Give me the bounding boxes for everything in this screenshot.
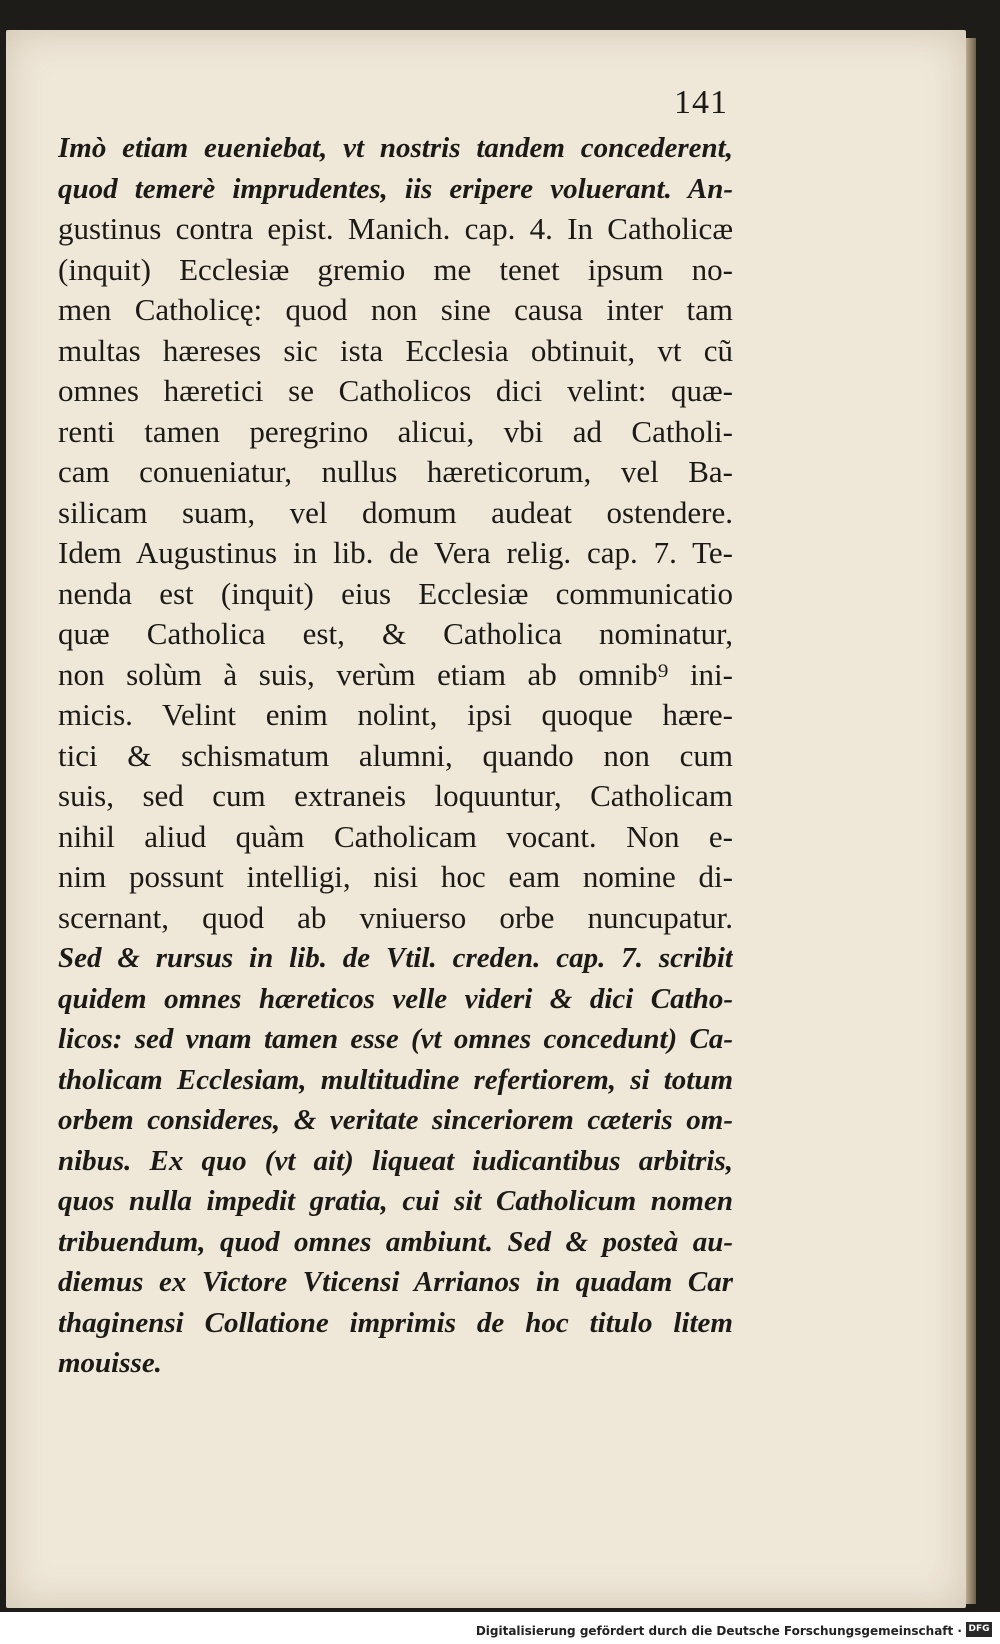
text-line: quos nulla impedit gratia, cui sit Catholicum nomen [58,1185,733,1217]
dfg-logo-icon: DFG [966,1622,992,1637]
text-line: nibus. Ex quo (vt ait) liqueat iudicantibus arbitris, [58,1144,733,1177]
text-line: nenda est (inquit) eius Ecclesiæ communicatio [58,575,733,611]
text-line: nihil aliud quàm Catholicam vocant. Non e- [58,818,733,854]
text-line: Sed & rursus in lib. de Vtil. creden. cap. 7. scribit [58,942,733,974]
text-line: multas hæreses sic ista Ecclesia obtinuit, vt cũ [58,332,733,368]
text-line: omnes hæretici se Catholicos dici velint: quæ- [58,373,733,408]
text-line: licos: sed vnam tamen esse (vt omnes concedunt) Ca- [58,1023,733,1055]
text-line: silicam suam, vel domum audeat ostendere. [58,494,733,530]
text-line: non solùm à suis, verùm etiam ab omnib⁹ ini- [58,656,733,692]
text-line: orbem consideres, & veritate sinceriorem cæteris om- [58,1104,733,1136]
text-line: men Catholicę: quod non sine causa inter tam [58,292,733,327]
text-line: gustinus contra epist. Manich. cap. 4. In Catholicæ [58,211,733,246]
text-line: scernant, quod ab vniuerso orbe nuncupatur. [58,899,733,935]
text-line: micis. Velint enim nolint, ipsi quoque hære- [58,697,733,732]
page-edge [966,38,976,1604]
text-line: tribuendum, quod omnes ambiunt. Sed & posteà au- [58,1225,733,1258]
text-line: suis, sed cum extraneis loquuntur, Catholicam [58,778,733,813]
text-line: diemus ex Victore Vticensi Arrianos in quadam Car [58,1266,733,1298]
text-line: thaginensi Collatione imprimis de hoc titulo litem [58,1306,733,1339]
text-line: quidem omnes hæreticos velle videri & dici Catho- [58,982,733,1015]
text-line: nim possunt intelligi, nisi hoc eam nomine di- [58,859,733,894]
text-line: Imò etiam eueniebat, vt nostris tandem concederent, [58,132,733,164]
text-line: (inquit) Ecclesiæ gremio me tenet ipsum no- [58,251,733,287]
text-line: Idem Augustinus in lib. de Vera relig. cap. 7. Te- [58,535,733,570]
body-text [58,128,733,1384]
text-line: renti tamen peregrino alicui, vbi ad Catholi- [58,413,733,449]
text-line: tholicam Ecclesiam, multitudine refertiorem, si totum [58,1063,733,1096]
footer-credit: Digitalisierung gefördert durch die Deutsche Forschungsgemeinschaft · [475,1624,962,1638]
page-number: 141 [674,84,728,121]
text-line: tici & schismatum alumni, quando non cum [58,737,733,773]
text-line: mouisse. [58,1347,162,1379]
text-line: cam conueniatur, nullus hæreticorum, vel Ba- [58,454,733,489]
text-line: quæ Catholica est, & Catholica nominatur, [58,616,733,651]
text-line: quod temerè imprudentes, iis eripere voluerant. An- [58,172,733,205]
